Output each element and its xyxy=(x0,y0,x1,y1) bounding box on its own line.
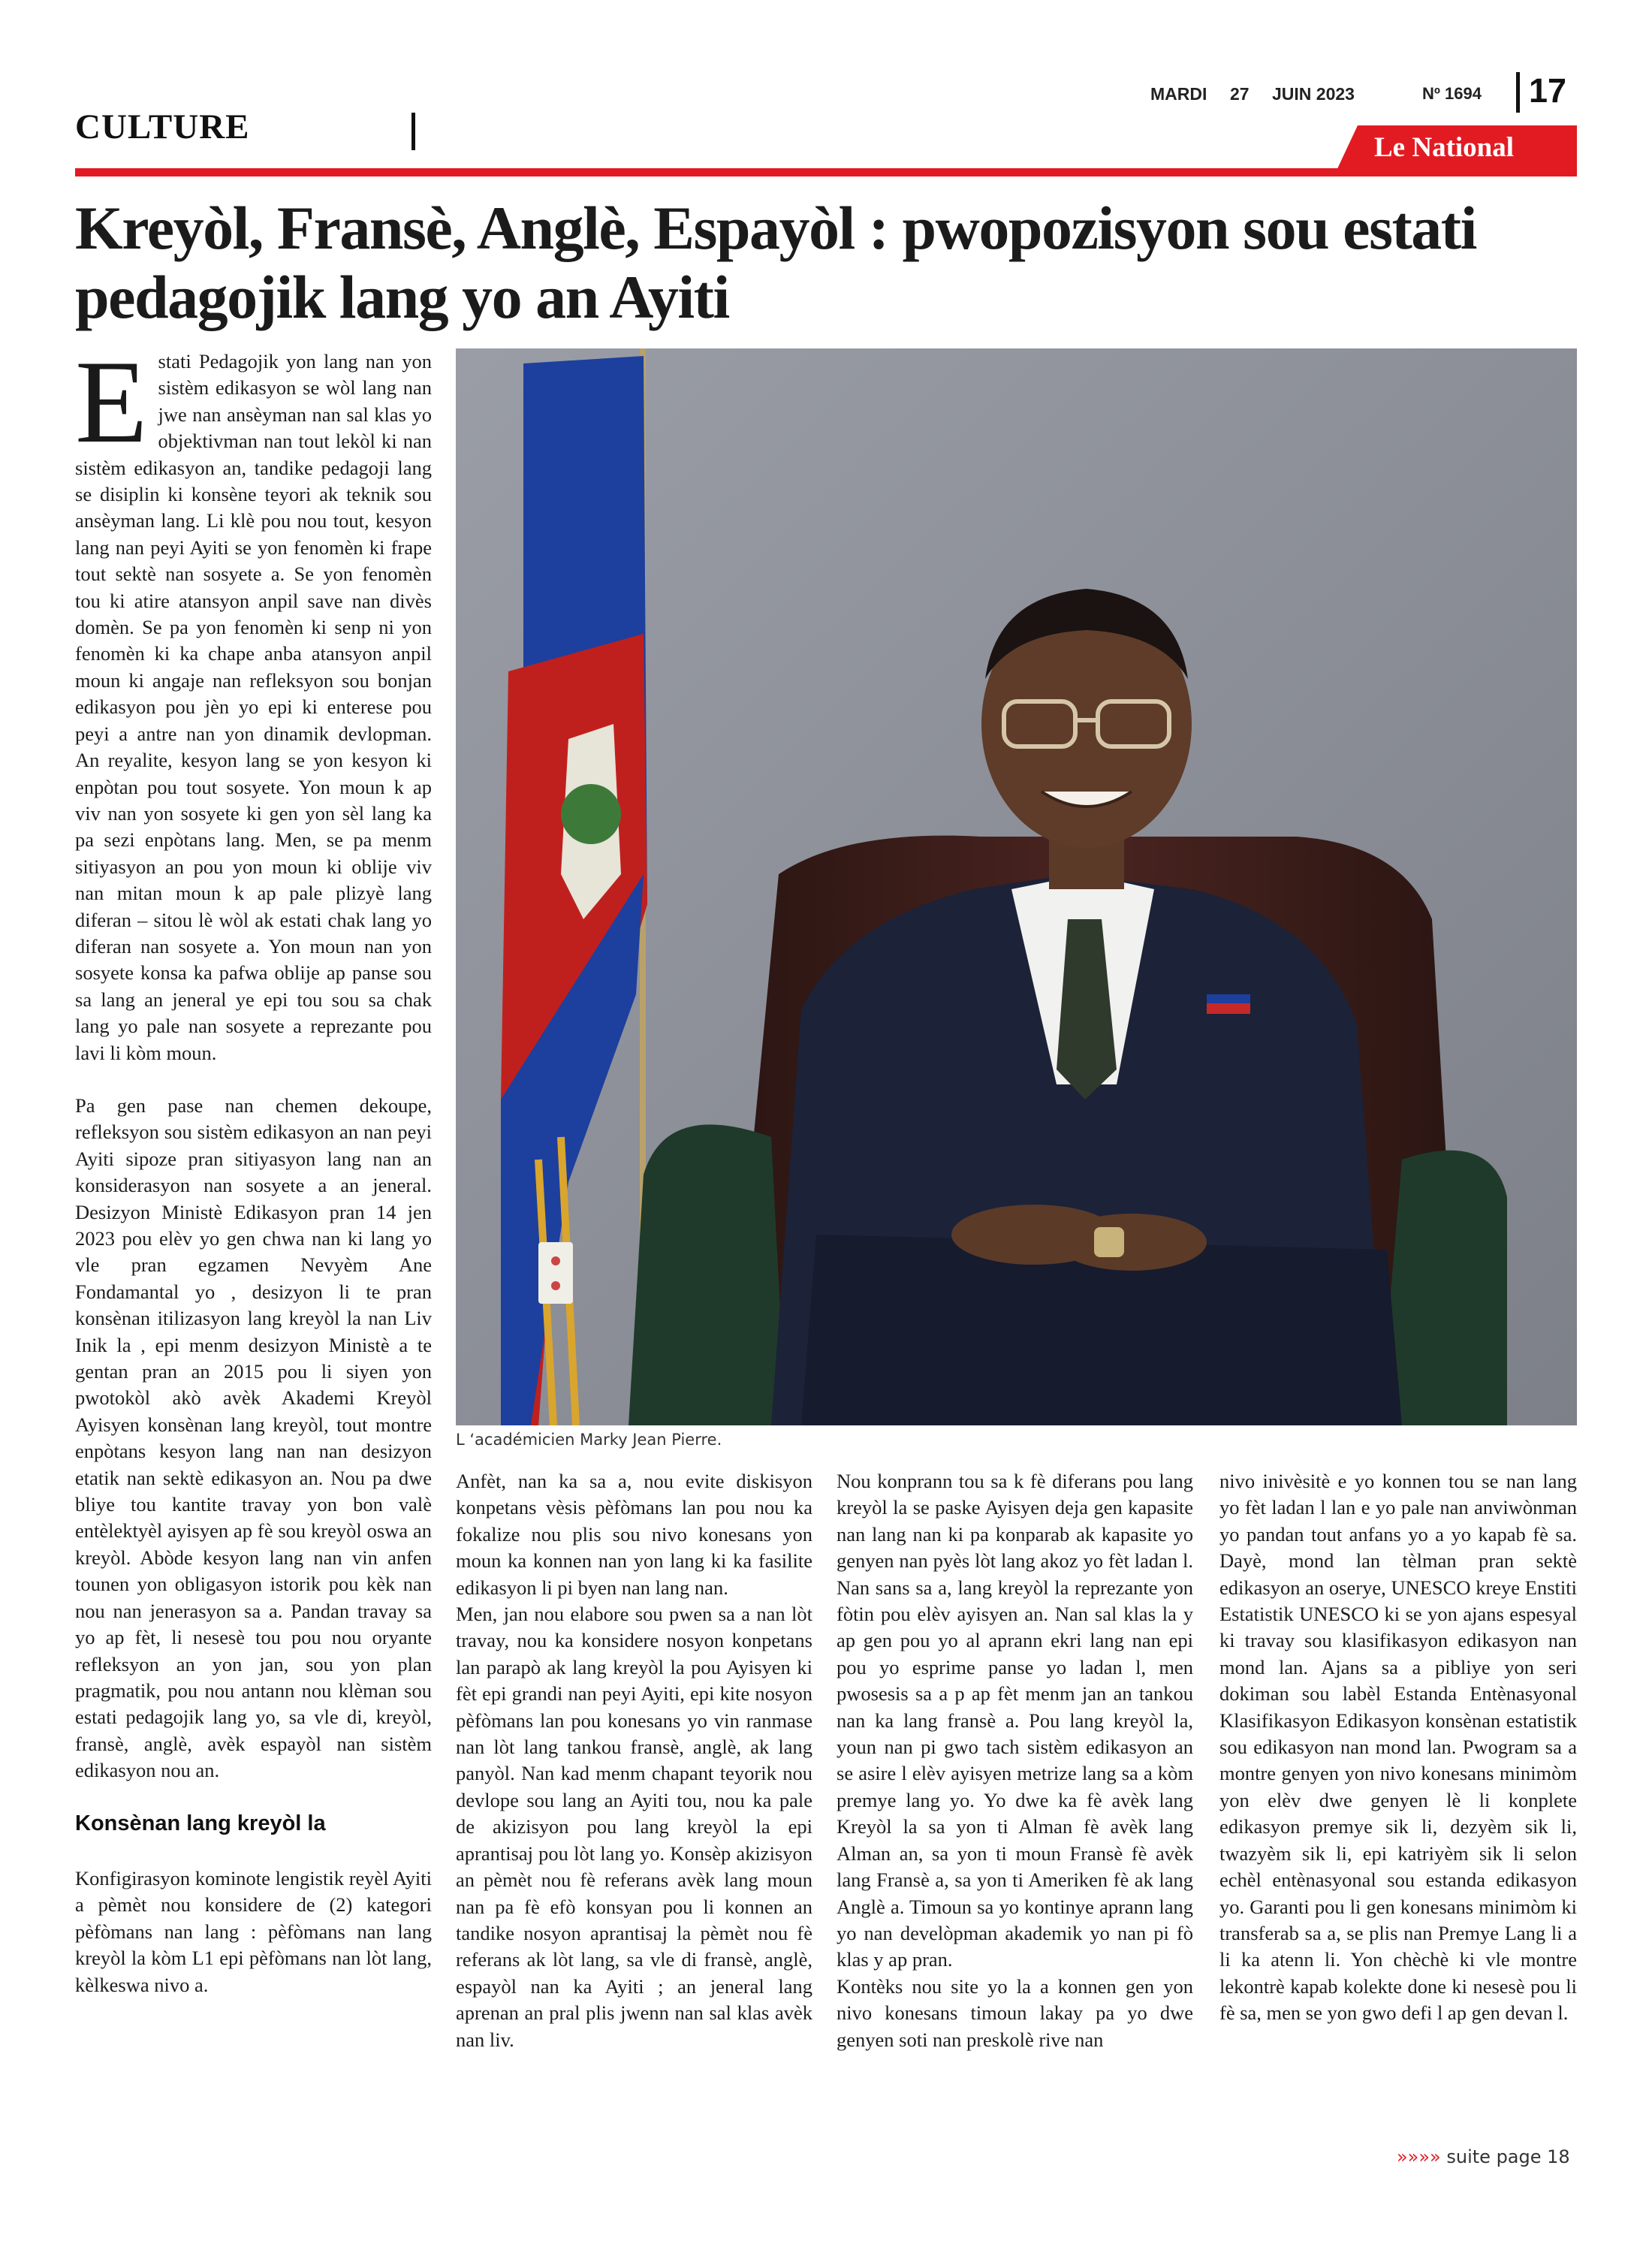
paragraph: Men, jan nou elabore sou pwen sa a nan lòt travay, nou ka konsidere nosyon konpetans lan parapò ak lang kreyòl la pou Ayisyen ki fèt epi grandi nan peyi Ayiti, epi kite nosyon pèfòmans lan pou konesans yo vin ranmase nan lòt lang tankou fransè, anglè, ak lang panyòl. Nan kad menm chapant teyorik nou devlope sou lang an Ayiti tou, nou ka pale de akizisyon pou lang kreyòl la epi aprantisaj pou lòt lang yo. Konsèp akizisyon an pèmèt nou fè referans avèk lang moun nan pa fè efò konsyan pou li konnen an tandike nosyon aprantisaj la pèmèt nou fè referans ak lòt lang, sa vle di fransè, anglè, espayòl nan ka Ayiti ; an jeneral lang aprenan an pral plis jwenn nan sal klas avèk nan liv. xyxy=(456,1603,812,2051)
issue-number: Nº 1694 xyxy=(1422,84,1482,103)
article-photo xyxy=(456,348,1577,1425)
date-number: 27 xyxy=(1230,84,1250,104)
paragraph: Kontèks nou site yo la a konnen gen yon nivo konesans timoun lakay pa yo dwe genyen soti nan preskolè rive nan xyxy=(837,1974,1193,2051)
paragraph: Pa gen pase nan chemen dekoupe, refleksyon sou sistèm edikasyon an nan peyi Ayiti sipoze pran sitiyasyon lang nan an konsiderasyon nan sosyete a an jeneral. Desizyon Ministè Edikasyon pran 14 jen 2023 pou elèv yo gen chwa nan ki lang yo vle pran egzamen Nevyèm Ane Fondamantal yo , desizyon li te pran konsènan itilizasyon lang kreyòl la nan Liv Inik la , epi menm desizyon Ministè a te gentan pran an 2015 pou li siyen yon pwotokòl akò avèk Akademi Kreyòl Ayisyen konsènan lang kreyòl, tout montre enpòtans kesyon lang nan nan desizyon etatik nan sektè edikasyon an. Nou pa dwe bliye tou kantite travay yon bon valè entèlektyèl ayisyen ap fè sou kreyòl oswa an kreyòl. Abòde kesyon lang nan vin anfen tounen yon obligasyon istorik pou kèk nan nou nan jenerasyon sa a. Pandan travay sa yo ap fèt, li nesesè tou pou nou oryante refleksyon an yon jan, sou yon plan pragmatik, pou nou antann nou klèman sou estati pedagojik lang yo, sa vle di, kreyòl, fransè, anglè, avèk espayòl nan sistèm edikasyon nou an. xyxy=(75,1093,432,1782)
subheading: Konsènan lang kreyòl la xyxy=(75,1811,326,1835)
drop-cap: E xyxy=(75,336,148,468)
photo-caption: L ‘académicien Marky Jean Pierre. xyxy=(456,1431,722,1449)
paragraph: Konfigirasyon kominote lengistik reyèl Ayiti a pèmèt nou konsidere de (2) kategori pèfòmans nan lang : pèfòmans nan lang kreyòl la kòm L1 epi pèfòmans nan lòt lang, kèlkeswa nivo a. xyxy=(75,1866,432,1996)
masthead-logo: Le National xyxy=(1374,132,1515,163)
section-label: CULTURE xyxy=(75,107,250,146)
paragraph: Nou konprann tou sa k fè diferans pou lang kreyòl la se paske Ayisyen deja gen kapasite nan lang nan ki pa konparab ak kapasite yo genyen nan pyès lòt lang akoz yo fèt ladan l. Nan sans sa a, lang kreyòl la reprezante yon fòtin pou elèv ayisyen an. Nan sal klas la y ap gen pou yo al aprann ekri lang nan epi pou yo esprime panse yo ladan l, men pwosesis sa a p ap fèt menm jan an tankou nan ka lang fransè a. Pou lang kreyòl la, youn nan pi gwo tach sistèm edikasyon an se asire l elèv ayisyen metrize lang sa a kòm premye lang yo. Yo dwe ka fè avèk lang Kreyòl la sa yon ti Alman fè avèk lang Alman an, sa yon ti moun Fransè fè avèk lang Fransè a, sa yon ti Ameriken fè ak lang Anglè a. Timoun sa yo kontinye aprann lang yo nan develòpman akademik yo nan pi fò klas y ap pran. xyxy=(837,1470,1193,1971)
paragraph: stati Pedagojik yon lang nan yon sistèm edikasyon se wòl lang nan jwe nan ansèyman nan sal klas yo objektivman nan tout lekòl ki nan sistèm edikasyon an, tandike pedagoji lang se disiplin ki konsène teyori ak teknik sou ansèyman lang. Li klè pou nou tout, kesyon lang nan peyi Ayiti se yon fenomèn ki frape tout sektè nan sosyete a. Se yon fenomèn tou ki atire atansyon anpil save nan divès domèn. Se pa yon fenomèn ki senp ni yon fenomèn ki ka chape anba atansyon anpil moun ki angaje nan refleksyon sou bonjan edikasyon pou jèn yo epi ki enterese pou peyi a antre nan yon dinamik devlopman. An reyalite, kesyon lang se yon kesyon ki enpòtan pou tout sosyete. Yon moun k ap viv nan yon sosyete ki gen yon sèl lang ka pa sezi enpòtans lang. Men, se pa menm sitiyasyon an pou yon moun ki oblije viv nan mitan moun k ap pale plizyè lang diferan – sitou lè wòl ak estati chak lang yo diferan nan sosyete a. Yon moun nan yon sosyete konsa ka pafwa oblije ap panse sou sa lang an jeneral ye epi tou sou sa chak lang yo pale nan sosyete a reprezante pou lavi li kòm moun. xyxy=(75,350,432,1064)
section-divider xyxy=(411,113,415,150)
continued-arrows: »»»» xyxy=(1397,2146,1441,2167)
article-column-2 xyxy=(456,1468,812,2080)
article-headline: Kreyòl, Fransè, Anglè, Espayòl : pwopozisyon sou estati pedagojik lang yo an Ayiti xyxy=(75,194,1476,331)
page-number-divider xyxy=(1516,72,1520,113)
article-column-4 xyxy=(1219,1468,1577,2053)
header-rule xyxy=(75,168,1577,176)
page-number: 17 xyxy=(1529,71,1567,110)
paragraph: Anfèt, nan ka sa a, nou evite diskisyon konpetans vèsis pèfòmans lan pou nou ka fokalize nou plis sou nivo konesans yon moun ka konnen nan yon lang ki ka fasilite edikasyon li pi byen nan lang nan. xyxy=(456,1470,812,1599)
article-column-1 xyxy=(75,336,432,2025)
continued-link[interactable] xyxy=(1397,2146,1570,2167)
continued-label: suite page 18 xyxy=(1446,2146,1570,2167)
date-day: MARDI xyxy=(1150,84,1207,104)
article-column-3 xyxy=(837,1468,1193,2080)
date-month-year: JUIN 2023 xyxy=(1272,84,1355,104)
portrait-illustration xyxy=(456,348,1577,1425)
paragraph: nivo inivèsitè e yo konnen tou se nan lang yo fèt ladan l lan e yo pale nan anviwònman yo pandan tout anfans yo a yo kapab fè sa. Dayè, mond lan tèlman pran sektè edikasyon an oserye, UNESCO kreye Enstiti Estatistik UNESCO ki se yon ajans espesyal ki travay sou klasifikasyon edikasyon nan mond lan. Ajans sa a pibliye yon seri dokiman sou labèl Estanda Entènasyonal Klasifikasyon Edikasyon konsènan estatistik sou edikasyon nan mond lan. Pwogram sa a montre genyen yon nivo konesans minimòm yon elèv dwe genyen lè li konplete edikasyon premye sik li, dezyèm sik li, twazyèm sik li, epi katriyèm sik li selon echèl entènasyonal sou estanda edikasyon yo. Garanti pou li gen konesans minimòm ki transferab sa a, se plis nan Premye Lang li a li ka atenn li. Yon chèchè ki vle montre lekontrè kapab kolekte done ki nesesè pou li fè sa, men se yon gwo defi l ap gen devan l. xyxy=(1219,1470,1577,2025)
